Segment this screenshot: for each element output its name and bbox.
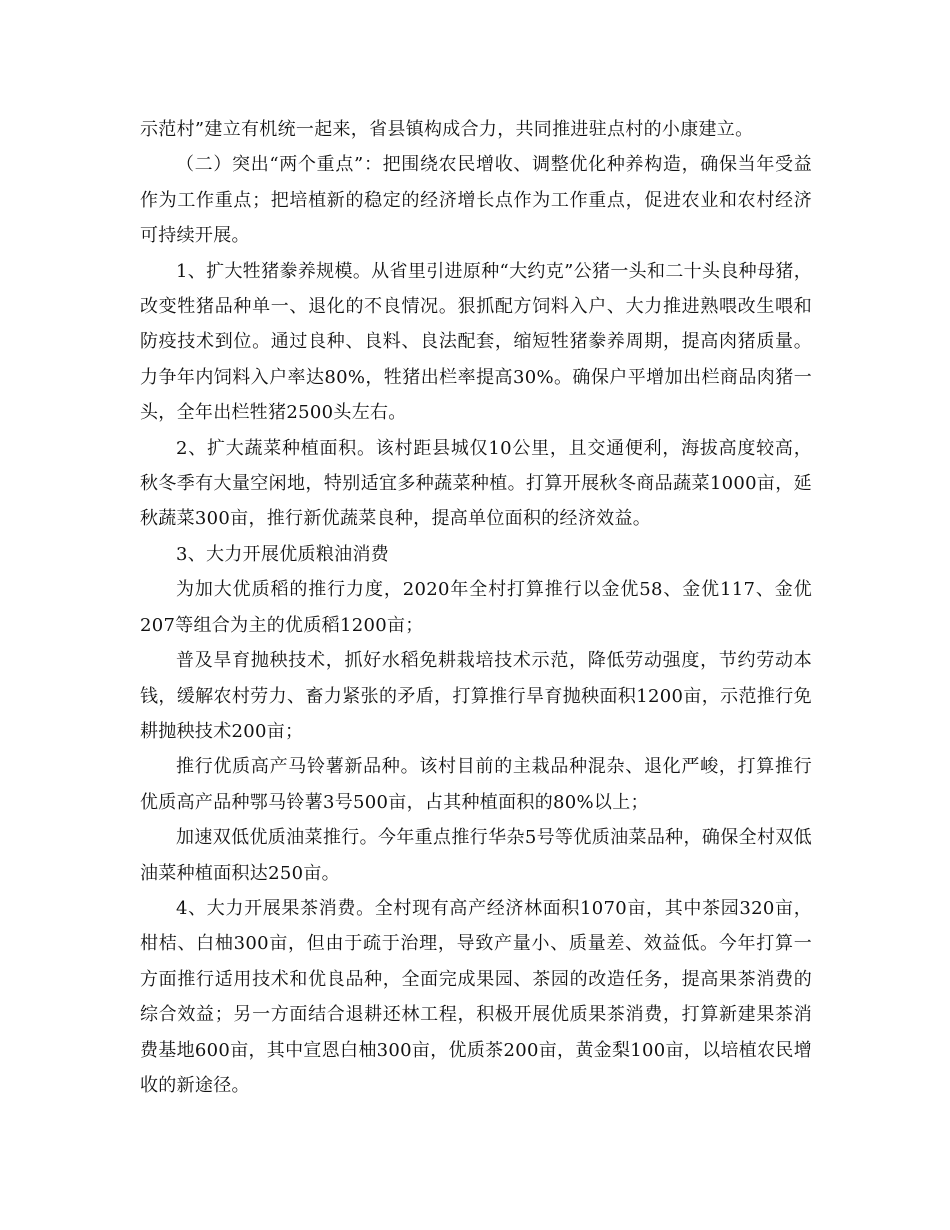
paragraph-9: 加速双低优质油菜推行。今年重点推行华杂5号等优质油菜品种，确保全村双低油菜种植面积达250亩。 — [140, 827, 812, 884]
paragraph-4: 2、扩大蔬菜种植面积。该村距县城仅10公里，且交通便利，海拔高度较高，秋冬季有大量空闲地，特别适宜多种蔬菜种植。打算开展秋冬商品蔬菜1000亩，延秋蔬菜300亩，推行新优蔬菜良种，提高单位面积的经济效益。 — [140, 437, 812, 530]
paragraph-3: 1、扩大牲猪豢养规模。从省里引进原种“大约克”公猪一头和二十头良种母猪，改变牲猪品种单一、退化的不良情况。狠抓配方饲料入户、大力推进熟喂改生喂和防疫技术到位。通过良种、良料、良法配套，缩短牲猪豢养周期，提高肉猪质量。力争年内饲料入户率达80%，牲猪出栏率提高30%。确保户平增加出栏商品肉猪一头，全年出栏牲猪2500头左右。 — [140, 260, 812, 424]
paragraph-6: 为加大优质稻的推行力度，2020年全村打算推行以金优58、金优117、金优207等组合为主的优质稻1200亩； — [140, 579, 812, 636]
paragraph-10: 4、大力开展果茶消费。全村现有高产经济林面积1070亩，其中茶园320亩，柑桔、白柚300亩，但由于疏于治理，导致产量小、质量差、效益低。今年打算一方面推行适用技术和优良品种，全面完成果园、茶园的改造任务，提高果茶消费的综合效益；另一方面结合退耕还林工程，积极开展优质果茶消费，打算新建果茶消费基地600亩，其中宣恩白柚300亩，优质茶200亩，黄金梨100亩，以培植农民增收的新途径。 — [140, 897, 812, 1096]
paragraph-8: 推行优质高产马铃薯新品种。该村目前的主栽品种混杂、退化严峻，打算推行优质高产品种鄂马铃薯3号500亩，占其种植面积的80%以上； — [140, 756, 812, 813]
paragraph-5: 3、大力开展优质粮油消费 — [176, 543, 390, 565]
paragraph-7: 普及旱育抛秧技术，抓好水稻免耕栽培技术示范，降低劳动强度，节约劳动本钱，缓解农村劳力、畜力紧张的矛盾，打算推行旱育抛秧面积1200亩，示范推行免耕抛秧技术200亩； — [140, 650, 812, 742]
document-page — [140, 112, 812, 1103]
paragraph-1: 示范村”建立有机统一起来，省县镇构成合力，共同推进驻点村的小康建立。 — [140, 119, 754, 140]
paragraph-2: （二）突出“两个重点”：把围绕农民增收、调整优化种养构造，确保当年受益作为工作重点；把培植新的稳定的经济增长点作为工作重点，促进农业和农村经济可持续开展。 — [140, 154, 812, 247]
